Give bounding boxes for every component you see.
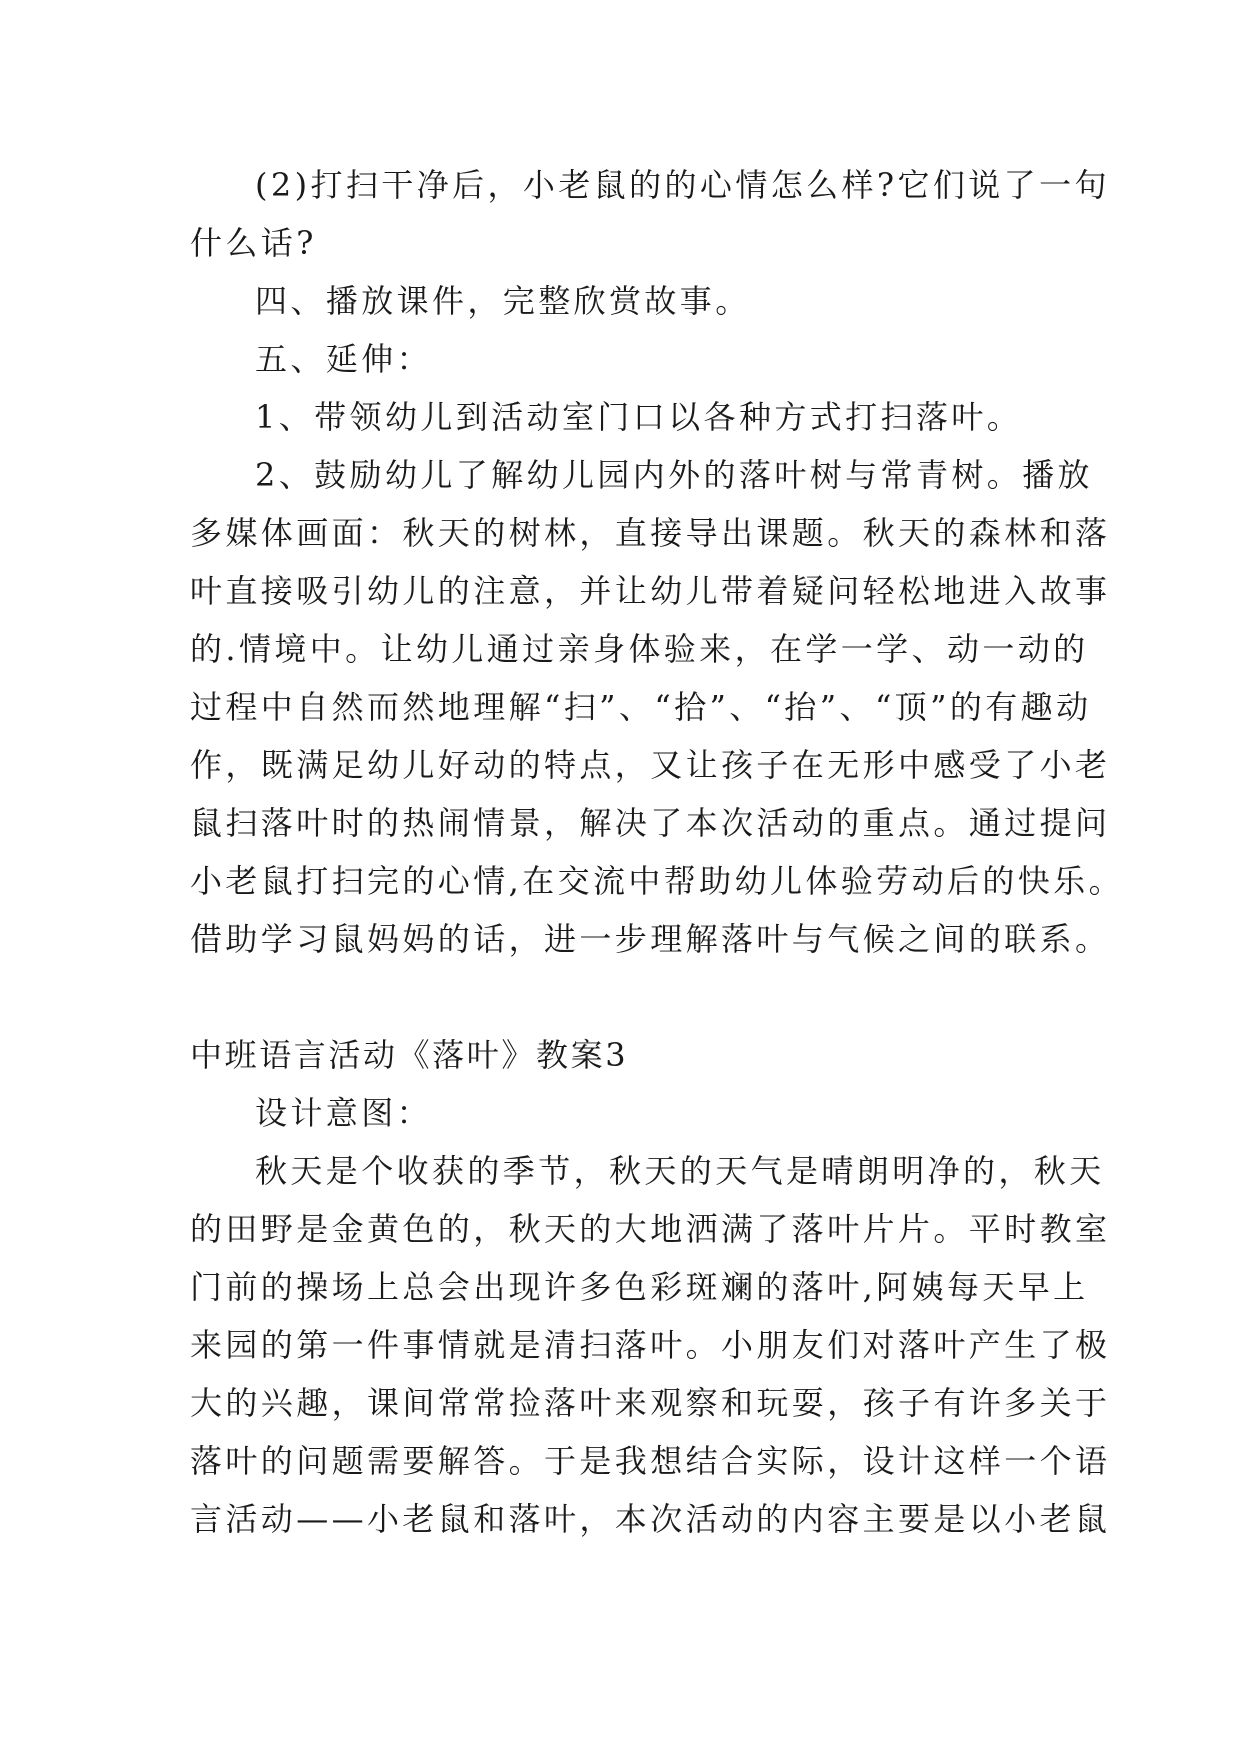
- design-intent-line-6: 落叶的问题需要解答。于是我想结合实际，设计这样一个语: [190, 1442, 1111, 1480]
- extension-item-2-line-2: 多媒体画面：秋天的树林，直接导出课题。秋天的森林和落: [190, 514, 1111, 552]
- design-intent-line-5: 大的兴趣，课间常常捡落叶来观察和玩耍，孩子有许多关于: [190, 1384, 1111, 1422]
- paragraph-question-2-line-1: (2)打扫干净后，小老鼠的的心情怎么样?它们说了一句: [255, 166, 1110, 204]
- extension-item-1: 1、带领幼儿到活动室门口以各种方式打扫落叶。: [255, 398, 1023, 436]
- paragraph-question-2-line-2: 什么话?: [190, 224, 317, 262]
- extension-item-2-line-6: 作，既满足幼儿好动的特点，又让孩子在无形中感受了小老: [190, 746, 1111, 784]
- design-intent-line-2: 的田野是金黄色的，秋天的大地洒满了落叶片片。平时教室: [190, 1210, 1111, 1248]
- design-intent-line-7: 言活动——小老鼠和落叶，本次活动的内容主要是以小老鼠: [190, 1500, 1111, 1538]
- design-intent-line-1: 秋天是个收获的季节，秋天的天气是晴朗明净的，秋天: [255, 1152, 1105, 1190]
- extension-item-2-line-4: 的.情境中。让幼儿通过亲身体验来，在学一学、动一动的: [190, 630, 1089, 668]
- design-intent-line-4: 来园的第一件事情就是清扫落叶。小朋友们对落叶产生了极: [190, 1326, 1111, 1364]
- step-four-heading: 四、播放课件，完整欣赏故事。: [255, 282, 751, 320]
- extension-item-2-line-1: 2、鼓励幼儿了解幼儿园内外的落叶树与常青树。播放: [255, 456, 1093, 494]
- step-five-heading: 五、延伸：: [255, 340, 433, 378]
- lesson-plan-3-title: 中班语言活动《落叶》教案3: [190, 1036, 629, 1074]
- extension-item-2-line-9: 借助学习鼠妈妈的话，进一步理解落叶与气候之间的联系。: [190, 920, 1111, 958]
- extension-item-2-line-7: 鼠扫落叶时的热闹情景，解决了本次活动的重点。通过提问: [190, 804, 1111, 842]
- extension-item-2-line-3: 叶直接吸引幼儿的注意，并让幼儿带着疑问轻松地进入故事: [190, 572, 1111, 610]
- design-intent-heading: 设计意图：: [255, 1094, 433, 1132]
- extension-item-2-line-5: 过程中自然而然地理解“扫”、“拾”、“抬”、“顶”的有趣动: [190, 688, 1092, 726]
- extension-item-2-line-8: 小老鼠打扫完的心情,在交流中帮助幼儿体验劳动后的快乐。: [190, 862, 1124, 900]
- design-intent-line-3: 门前的操场上总会出现许多色彩斑斓的落叶,阿姨每天早上: [190, 1268, 1089, 1306]
